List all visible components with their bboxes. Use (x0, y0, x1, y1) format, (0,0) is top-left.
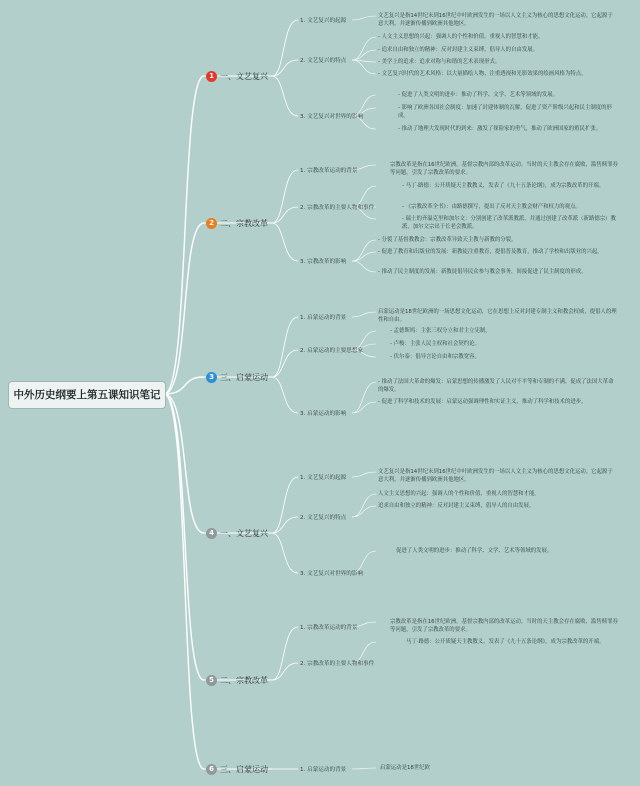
s3-leaf-1-1: 启蒙运动是18世纪欧洲的一场思想文化运动，它在思想上反对封建专制主义和教会权威，提倡人的理性和自由。 (378, 309, 617, 323)
s1-leaf-2-1: - 人文主义思想的兴起：强调人的个性和价值，重视人的智慧和才能。 (378, 34, 544, 40)
connector-line (164, 394, 204, 769)
s2-leaf-2-2: - 《宗教改革全书》：由路德撰写，提出了反对天主教会财产和权力的观点。 (402, 204, 581, 210)
connector-line (352, 382, 376, 413)
connector-line (352, 252, 376, 261)
s1-leaf-2-2: - 追求自由和独立的精神：反对封建主义束缚，倡导人的自由发展。 (378, 47, 538, 53)
s5-sub-2[interactable]: 2. 宗教改革的主要人物和事件 (300, 661, 375, 667)
s1-leaf-1-1: 文艺复兴是指14世纪末到16世纪中叶欧洲发生的一场以人文主义为核心的思想文化运动。它起源于意大利，并逐渐传播到欧洲其他地区。 (378, 13, 613, 27)
s4-sub-1[interactable]: 1. 文艺复兴的起源 (300, 475, 347, 481)
s4-leaf-2-2: 追求自由和独立的精神：反对封建主义束缚，倡导人的自由发展。 (378, 503, 535, 509)
connector-line (352, 494, 376, 517)
root-topic[interactable]: 中外历史纲要上第五课知识笔记 (8, 381, 166, 409)
s1-leaf-3-3: - 推动了地理大发现时代的到来：激发了探险家的勇气，推动了欧洲国家的殖民扩张。 (398, 126, 602, 132)
s5-sub-1[interactable]: 1. 宗教改革运动的背景 (300, 625, 358, 631)
connector-line (352, 240, 376, 261)
section-6-title: 三、启蒙运动 (220, 764, 268, 774)
s3-leaf-2-3: - 伏尔泰：倡导言论自由和宗教宽容。 (390, 354, 480, 360)
s3-sub-1[interactable]: 1. 启蒙运动的背景 (300, 315, 347, 321)
s1-leaf-3-1: - 促进了人类文明的进步：推动了科学、文学、艺术等领域的发展。 (398, 92, 558, 98)
connector-line (352, 261, 376, 272)
connector-line (272, 350, 298, 377)
connector-line (272, 170, 298, 223)
s3-leaf-2-1: - 孟德斯鸠：主张三权分立和君主立宪制。 (390, 328, 491, 334)
section-4-topic[interactable] (206, 526, 268, 540)
connector-line (352, 37, 376, 60)
s3-sub-3[interactable]: 3. 启蒙运动的影响 (300, 411, 347, 417)
s6-sub-1[interactable]: 1. 启蒙运动的背景 (300, 767, 347, 773)
s2-leaf-3-2: - 促进了教育和出版业的发展：新教徒注重教育，提倡普及教育，推动了学校和出版业的兴起。 (378, 249, 603, 255)
s1-leaf-2-4: - 文艺复兴时代的艺术风格：以大量描绘人物、注重透视和光影效果的绘画风格为特点。 (378, 71, 587, 77)
s2-sub-3[interactable]: 3. 宗教改革的影响 (300, 259, 347, 265)
section-2-title: 二、宗教改革 (220, 218, 268, 228)
connector-line (272, 317, 298, 377)
s2-sub-2[interactable]: 2. 宗教改革的主要人物和事件 (300, 205, 375, 211)
s5-leaf-2-1: 马丁·路德：公开质疑天主教教义，发表了《九十五条论纲》，成为宗教改革的开端。 (406, 639, 605, 645)
connector-line (352, 50, 376, 60)
section-3-topic[interactable] (206, 370, 268, 384)
s3-leaf-3-1: - 推动了法国大革命的爆发：启蒙思想的传播激发了人民对不平等和专制的不满，促成了法国大革命的爆发。 (378, 379, 614, 393)
connector-line (352, 768, 376, 769)
number-badge-6: 6 (206, 764, 217, 775)
connector-line (352, 16, 376, 20)
section-2-topic[interactable] (206, 216, 268, 230)
connector-line (352, 472, 376, 477)
connector-line (272, 223, 298, 261)
section-6-topic[interactable] (206, 762, 268, 776)
connector-line (272, 477, 298, 533)
s4-sub-2[interactable]: 2. 文艺复兴的特点 (300, 515, 347, 521)
connector-line (352, 506, 376, 517)
section-1-title: 一、文艺复兴 (220, 71, 268, 81)
section-3-title: 三、启蒙运动 (220, 372, 268, 382)
section-1-topic[interactable] (206, 69, 268, 83)
connector-line (272, 377, 298, 413)
number-badge-3: 3 (206, 372, 217, 383)
s1-sub-1[interactable]: 1. 文艺复兴的起源 (300, 18, 347, 24)
s3-leaf-3-2: - 促进了科学和技术的发展：启蒙运动强调理性和实证主义，推动了科学和技术的进步。 (378, 399, 587, 405)
s2-leaf-3-1: - 分裂了基督教教会：宗教改革导致天主教与新教的分裂。 (378, 237, 517, 243)
s3-leaf-2-2: - 卢梭：主张人民主权和社会契约论。 (390, 341, 480, 347)
connector-line (272, 20, 298, 76)
s3-sub-2[interactable]: 2. 启蒙运动的主要思想家 (300, 348, 364, 354)
s2-leaf-2-3: - 瑞士的齐温克里和加尔文：分别创建了改革派教派，并通过创建了改革派（新路德宗）教派，加尔文宗出于长老会教派。 (402, 216, 616, 230)
number-badge-5: 5 (206, 675, 217, 686)
s2-sub-1[interactable]: 1. 宗教改革运动的背景 (300, 168, 358, 174)
s6-leaf-1-1: 启蒙运动是18世纪欧 (380, 765, 430, 771)
s4-leaf-2-1: 人文主义思想的兴起：强调人的个性和价值，重视人的智慧和才能。 (378, 491, 540, 497)
number-badge-2: 2 (206, 218, 217, 229)
s5-leaf-1-1: 宗教改革是指在16世纪欧洲，基督宗教内部的改革运动。当时的天主教会存在腐败、滥售赎罪券等问题，引发了宗教改革的要求。 (390, 619, 618, 633)
connector-line (352, 402, 376, 413)
number-badge-1: 1 (206, 71, 217, 82)
connector-line (352, 312, 376, 317)
number-badge-4: 4 (206, 528, 217, 539)
section-5-title: 二、宗教改革 (220, 675, 268, 685)
s2-leaf-1-1: 宗教改革是指在16世纪欧洲，基督宗教内部的改革运动。当时的天主教会存在腐败、滥售赎罪券等问题，引发了宗教改革的要求。 (390, 162, 618, 176)
s1-leaf-3-2: - 影响了欧洲各国社会制度：加速了封建体制的瓦解，促进了资产阶级兴起和民主制度的形成。 (398, 105, 612, 119)
connector-line (272, 533, 298, 573)
connector-line (164, 76, 204, 394)
section-4-title: 一、文艺复兴 (220, 528, 268, 538)
s2-leaf-2-1: - 马丁·路德：公开质疑天主教教义，发表了《九十五条论纲》，成为宗教改革的开端。 (402, 183, 605, 189)
s4-leaf-3-1: 促进了人类文明的进步：推动了科学、文学、艺术等领域的发展。 (396, 548, 553, 554)
section-5-topic[interactable] (206, 673, 268, 687)
s4-sub-3[interactable]: 3. 文艺复兴对世界的影响 (300, 571, 364, 577)
s1-sub-3[interactable]: 3. 文艺复兴对世界的影响 (300, 114, 364, 120)
connector-line (164, 394, 204, 680)
s1-leaf-2-3: - 美学上的追求：追求对称与和谐的艺术表现形式。 (378, 59, 501, 65)
s2-leaf-3-3: - 推动了民主制度的发展：新教徒倡导民众参与教会事务，间接促进了民主制度的形成。 (378, 269, 587, 275)
s4-leaf-1-1: 文艺复兴是指14世纪末到16世纪中叶欧洲发生的一场以人文主义为核心的思想文化运动。它起源于意大利，并逐渐传播到欧洲其他地区。 (378, 469, 613, 483)
connector-line (272, 627, 298, 680)
connector-line (272, 76, 298, 116)
s1-sub-2[interactable]: 2. 文艺复兴的特点 (300, 58, 347, 64)
